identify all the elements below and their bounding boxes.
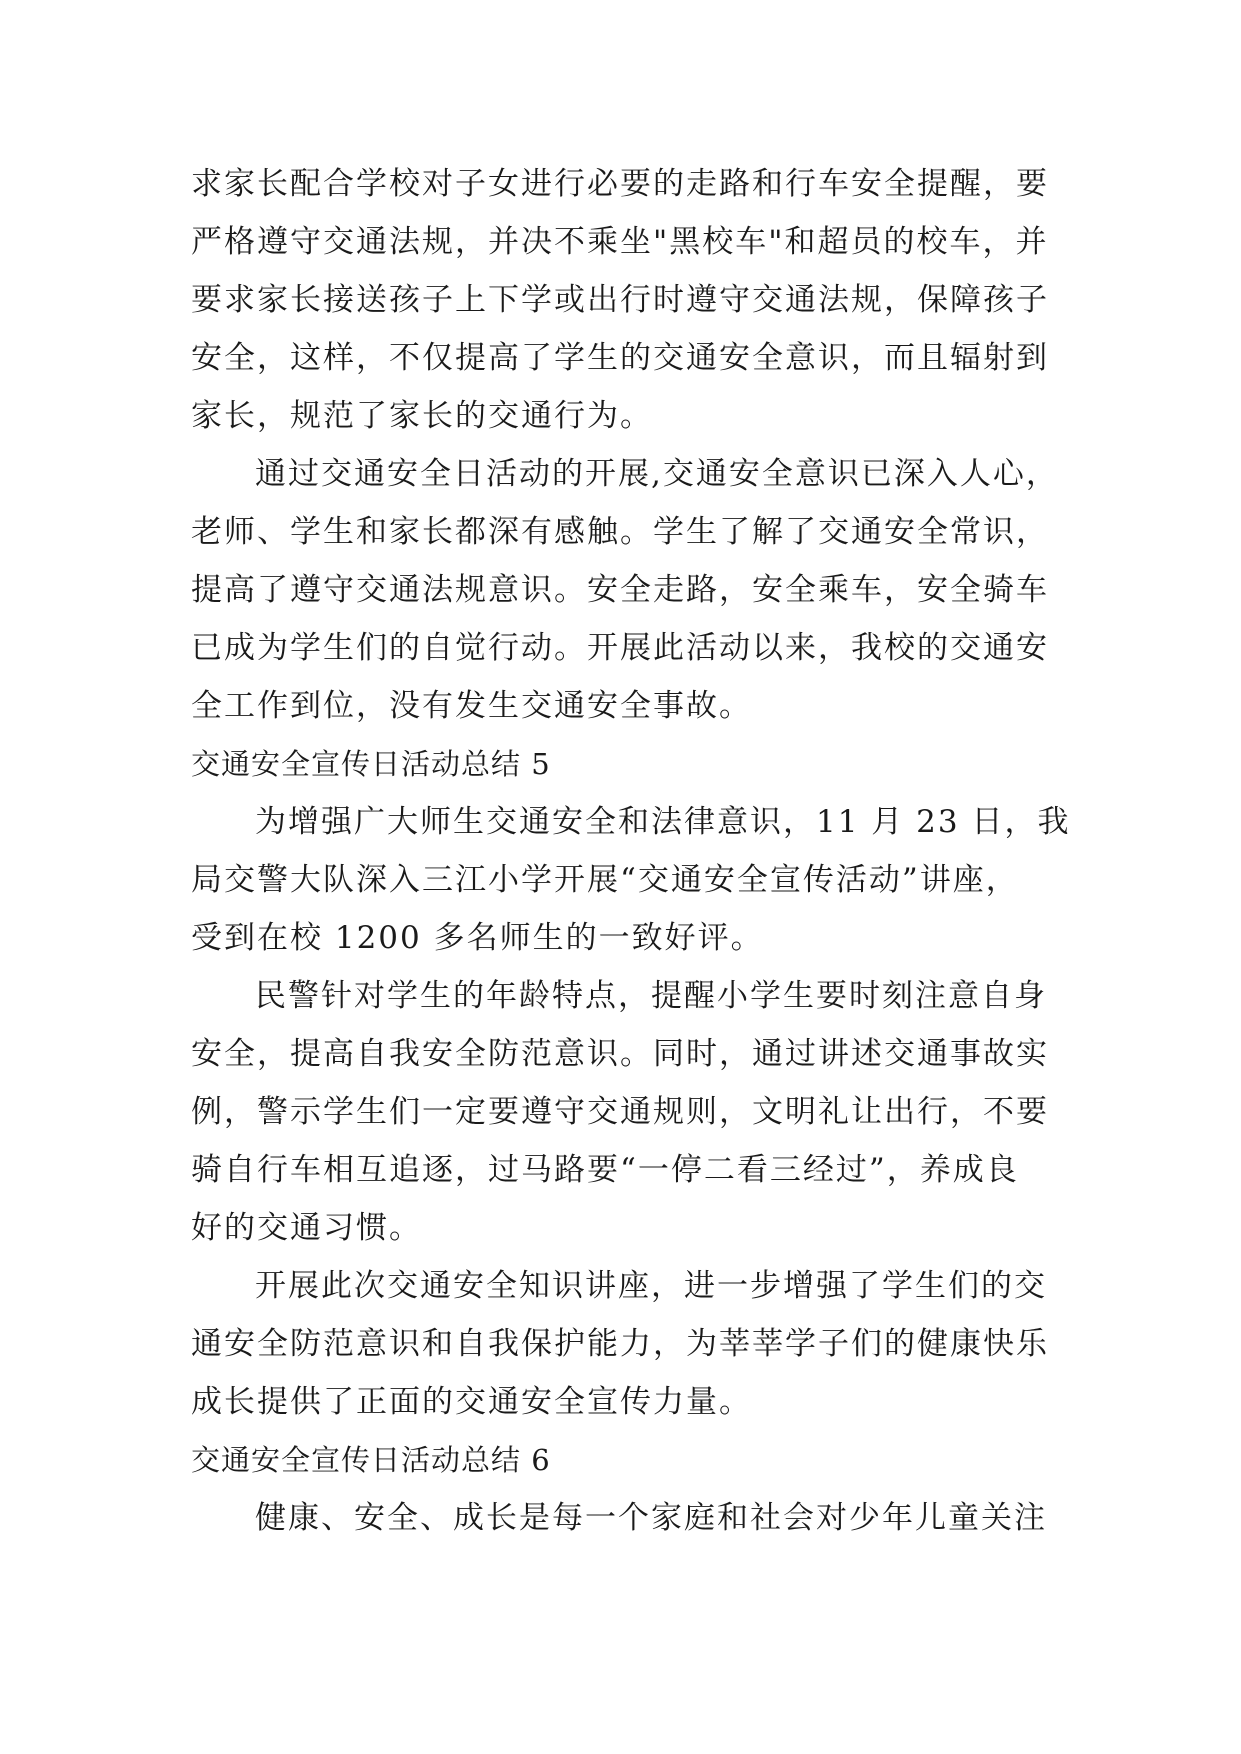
paragraph-line: 家长，规范了家长的交通行为。 [191, 398, 653, 434]
paragraph-line: 例，警示学生们一定要遵守交通规则，文明礼让出行，不要 [191, 1094, 1049, 1130]
paragraph-line: 健康、安全、成长是每一个家庭和社会对少年儿童关注 [255, 1500, 1047, 1536]
paragraph-line: 已成为学生们的自觉行动。开展此活动以来，我校的交通安 [191, 630, 1049, 666]
paragraph-line: 受到在校 1200 多名师生的一致好评。 [191, 920, 764, 956]
document-body [191, 155, 1071, 1547]
paragraph-line: 通过交通安全日活动的开展,交通安全意识已深入人心， [255, 456, 1059, 492]
paragraph-line: 通安全防范意识和自我保护能力，为莘莘学子们的健康快乐 [191, 1326, 1049, 1362]
paragraph-line: 民警针对学生的年龄特点，提醒小学生要时刻注意自身 [255, 978, 1047, 1014]
paragraph-line: 成长提供了正面的交通安全宣传力量。 [191, 1384, 752, 1420]
paragraph-line: 安全，提高自我安全防范意识。同时，通过讲述交通事故实 [191, 1036, 1049, 1072]
paragraph-line: 安全，这样，不仅提高了学生的交通安全意识，而且辐射到 [191, 340, 1049, 376]
section-heading: 交通安全宣传日活动总结 5 [191, 747, 551, 781]
paragraph-line: 要求家长接送孩子上下学或出行时遵守交通法规，保障孩子 [191, 282, 1049, 318]
section-heading: 交通安全宣传日活动总结 6 [191, 1443, 551, 1477]
paragraph-line: 老师、学生和家长都深有感触。学生了解了交通安全常识， [191, 514, 1049, 550]
paragraph-line: 骑自行车相互追逐，过马路要“一停二看三经过”，养成良 [191, 1152, 1019, 1188]
paragraph-line: 为增强广大师生交通安全和法律意识，11 月 23 日，我 [255, 804, 1071, 840]
paragraph-line: 求家长配合学校对子女进行必要的走路和行车安全提醒，要 [191, 166, 1049, 202]
paragraph-line: 提高了遵守交通法规意识。安全走路，安全乘车，安全骑车 [191, 572, 1049, 608]
paragraph-line: 好的交通习惯。 [191, 1210, 422, 1246]
paragraph-line: 全工作到位，没有发生交通安全事故。 [191, 688, 752, 724]
paragraph-line: 严格遵守交通法规，并决不乘坐"黑校车"和超员的校车，并 [191, 224, 1049, 260]
paragraph-line: 局交警大队深入三江小学开展“交通安全宣传活动”讲座， [191, 862, 1019, 898]
paragraph-line: 开展此次交通安全知识讲座，进一步增强了学生们的交 [255, 1268, 1047, 1304]
